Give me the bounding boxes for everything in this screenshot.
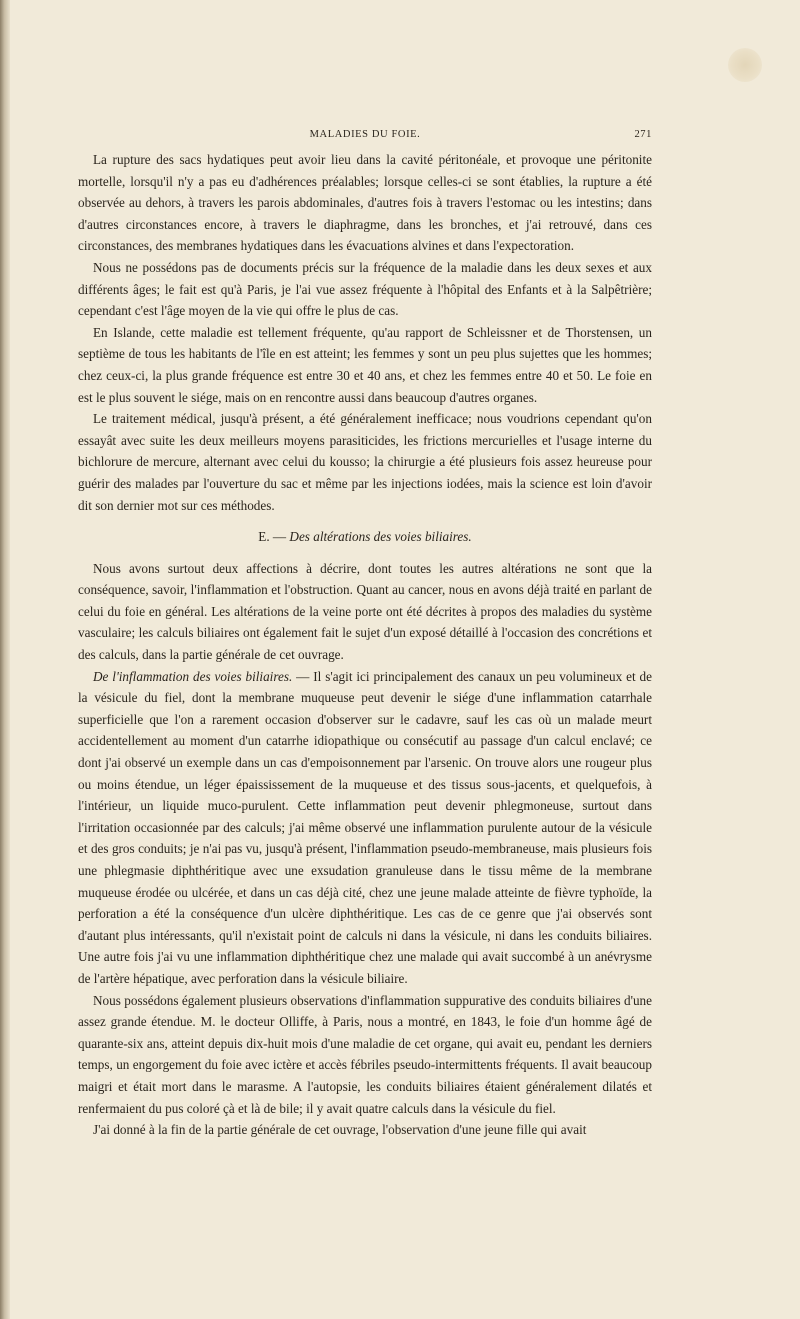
paragraph-frequence: Nous ne possédons pas de documents précis sur la fréquence de la maladie dans les deux sexes et aux différents âges; le fait est qu'à Paris, je l'ai vue assez fréquente à l'hôpital des Enfants et à la Salpêtrière; cependant c'est l'âge moyen de la vie qui offre le plus de cas. <box>78 259 652 319</box>
paragraph-islande: En Islande, cette maladie est tellement fréquente, qu'au rapport de Schleissner et de Thorstensen, un septième de tous les habitants de l'île en est atteint; les femmes y sont un peu plus sujettes que les hommes; chez ceux-ci, la plus grande fréquence est entre 30 et 40 ans, et chez les femmes entre 40 et 50. Le foie en est le plus souvent le siége, mais on en rencontre aussi dans beaucoup d'autres organes. <box>78 324 652 405</box>
paragraph-inflammation-text: — Il s'agit ici principalement des canaux un peu volumineux et de la vésicule du fiel, dont la membrane muqueuse peut devenir le siége d'une inflammation catarrhale superficielle que l'on a rarement occasion d'observer sur le cadavre, sauf les cas où un malade meurt accidentellement au moment d'un catarrhe idiopathique ou consécutif au passage d'un calcul enclavé; ce dont j'ai observé un exemple dans un cas d'empoisonnement par l'arsenic. On trouve alors une rougeur plus ou moins étendue, un léger épaississement de la muqueuse et des tissus sous-jacents, et quelquefois, à l'intérieur, un liquide muco-purulent. Cette inflammation peut devenir phlegmoneuse, surtout dans l'irritation occasionnée par des calculs; j'ai même observé une inflammation purulente autour de la vésicule et des gros conduits; je n'ai pas vu, jusqu'à présent, l'inflammation pseudo-membraneuse, mais plusieurs fois une phlegmasie diphthéritique avec une exsudation granuleuse dans le tissu même de la membrane muqueuse érodée ou ulcérée, et dans un cas déjà cité, chez une jeune malade atteinte de fièvre typhoïde, la perforation a été la conséquence d'un ulcère diphthéritique. Les cas de ce genre que j'ai observés sont d'autant plus intéressants, qu'il n'existait point de calculs ni dans la vésicule, ni dans les conduits biliaires. Une autre fois j'ai vu une inflammation diphthéritique chez une malade qui avait succombé à un anévrysme de l'artère hépatique, avec perforation dans la vésicule biliaire. <box>78 668 652 986</box>
section-title: Des altérations des voies biliaires. <box>289 529 472 545</box>
running-head <box>78 129 652 149</box>
paragraph-jeune-fille: J'ai donné à la fin de la partie générale de cet ouvrage, l'observation d'une jeune fille qui avait <box>93 1122 587 1138</box>
paragraph-affections: Nous avons surtout deux affections à décrire, dont toutes les autres altérations ne sont que la conséquence, savoir, l'inflammation et l'obstruction. Quant au cancer, nous en avons déjà traité en parlant de celui du foie en général. Les altérations de la veine porte ont été décrites à propos des maladies du système vasculaire; les calculs biliaires ont également fait le sujet d'un exposé détaillé à l'occasion des concrétions et des calculs, dans la partie générale de cet ouvrage. <box>78 560 652 663</box>
page-number: 271 <box>634 129 652 140</box>
paragraph-subhead: De l'inflammation des voies biliaires. <box>93 668 293 684</box>
running-title: MALADIES DU FOIE. <box>309 129 421 140</box>
section-heading <box>78 526 652 548</box>
paper-stain <box>728 48 762 82</box>
paragraph-rupture: La rupture des sacs hydatiques peut avoir lieu dans la cavité péritonéale, et provoque une péritonite mortelle, lorsqu'il n'y a pas eu d'adhérences préalables; lorsque celles-ci se sont établies, la rupture a été observée au dehors, à travers les parois abdominales, d'autres fois à travers l'estomac ou les intestins; dans d'autres circonstances encore, à travers le diaphragme, dans les bronches, et j'ai retrouvé, dans ces circonstances, des membranes hydatiques dans les évacuations alvines et dans l'expectoration. <box>78 152 652 254</box>
page-binding-edge <box>0 0 10 1319</box>
paragraph-inflammation <box>78 666 652 990</box>
paragraph-suppurative: Nous possédons également plusieurs observations d'inflammation suppurative des conduits biliaires d'une assez grande étendue. M. le docteur Olliffe, à Paris, nous a montré, en 1843, le foie d'un homme âgé de quarante-six ans, atteint depuis dix-huit mois d'une maladie de cet organe, qui avait eu, pendant les derniers temps, un engorgement du foie avec ictère et accès fébriles pseudo-intermittents fréquents. Il avait beaucoup maigri et était mort dans le marasme. A l'autopsie, les conduits biliaires étaient généralement dilatés et renfermaient du pus coloré çà et là de bile; il y avait quatre calculs dans la vésicule du fiel. <box>78 992 652 1116</box>
section-label: E. — <box>258 529 287 545</box>
book-page <box>78 129 652 1141</box>
paragraph-traitement: Le traitement médical, jusqu'à présent, a été généralement inefficace; nous voudrions cependant qu'on essayât avec suite les deux meilleurs moyens parasiticides, les frictions mercurielles et l'usage interne du bichlorure de mercure, alternant avec celui du kousso; la chirurgie a été plusieurs fois assez heureuse pour guérir des malades par l'ouverture du sac et même par les injections iodées, mais la science est loin d'avoir dit son dernier mot sur ces méthodes. <box>78 411 652 513</box>
